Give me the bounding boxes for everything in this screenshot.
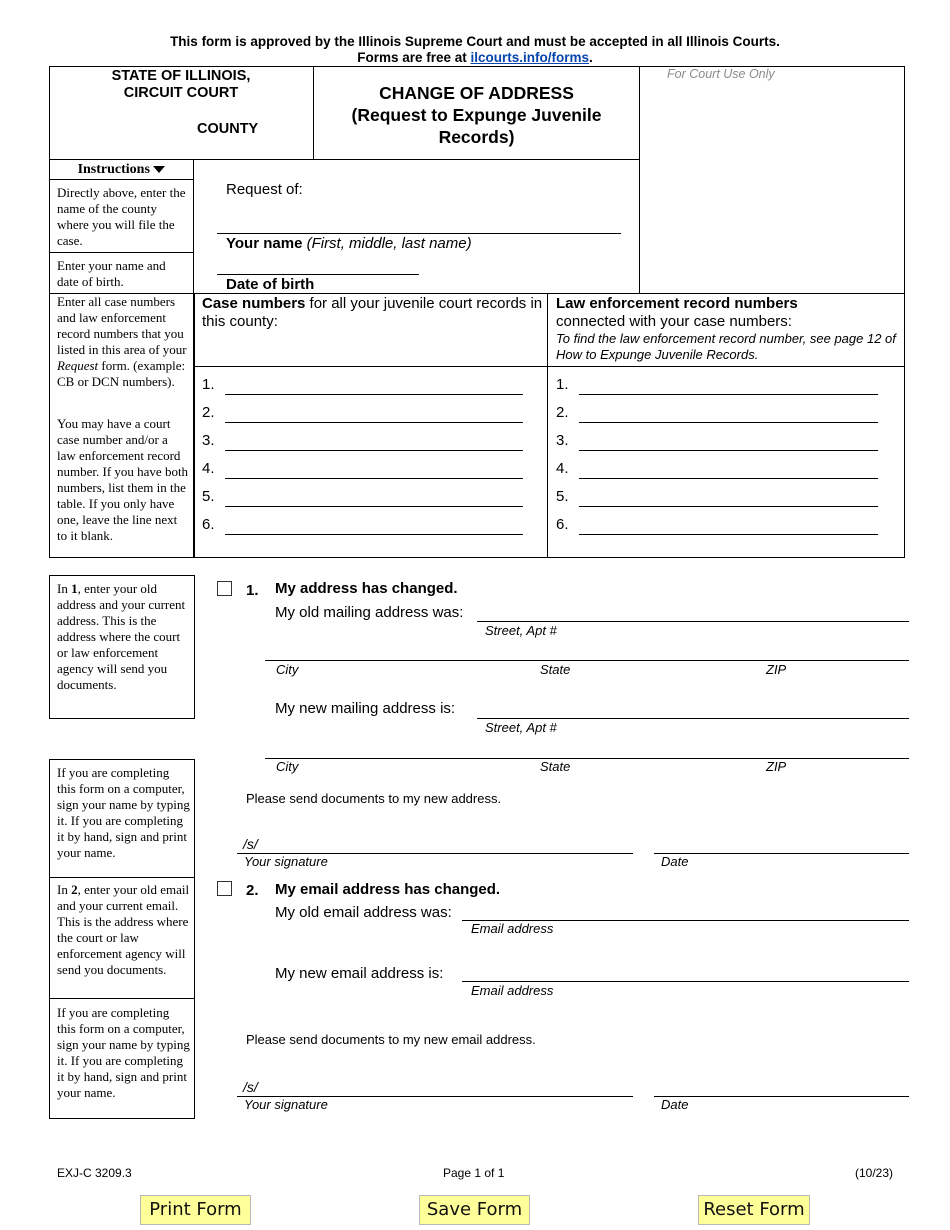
old-email-sublabel: Email address <box>471 921 554 936</box>
new-street-label: Street, Apt # <box>485 720 557 735</box>
case-number-row-label: 6. <box>202 516 215 533</box>
case-table-divider <box>547 293 548 558</box>
caption-divider <box>313 66 314 160</box>
form-id: EXJ-C 3209.3 <box>57 1166 132 1180</box>
instruction-case-numbers <box>57 294 189 390</box>
county-label: COUNTY <box>197 121 259 137</box>
old-city-line[interactable] <box>265 660 909 661</box>
instruction-lower-rule-1 <box>49 877 195 878</box>
record-number-row-label: 3. <box>556 432 569 449</box>
old-street-label: Street, Apt # <box>485 623 557 638</box>
old-email-label: My old email address was: <box>275 904 452 921</box>
approval-note: This form is approved by the Illinois Supreme Court and must be accepted in all Illinois Courts. <box>170 34 780 49</box>
case-number-line[interactable] <box>225 422 523 423</box>
section-1-heading: My address has changed. <box>275 580 458 597</box>
new-city-label: City <box>276 759 299 774</box>
new-email-line[interactable] <box>462 981 909 982</box>
instruction-name-dob: Enter your name and date of birth. <box>57 258 166 289</box>
state-label: STATE OF ILLINOIS, <box>111 68 251 84</box>
case-number-line[interactable] <box>225 478 523 479</box>
law-enforcement-bold: Law enforcement record numbers <box>556 295 798 312</box>
title-line-3: Records) <box>438 127 515 147</box>
item2-b: , enter your old email and your current email. This is the address where the court or law enforcement agency will send you documents. <box>57 882 190 977</box>
title-line-2: (Request to Expunge Juvenile <box>351 105 602 125</box>
address-changed-checkbox[interactable] <box>217 581 232 596</box>
revision-date: (10/23) <box>855 1166 894 1180</box>
your-name-hint: (First, middle, last name) <box>302 235 472 252</box>
date-label-1: Date <box>661 854 689 869</box>
form-title <box>315 82 638 148</box>
instruction-item-2 <box>57 882 191 978</box>
triangle-down-icon <box>153 166 165 173</box>
case-number-line[interactable] <box>225 534 523 535</box>
title-line-1: CHANGE OF ADDRESS <box>379 83 574 103</box>
dob-label: Date of birth <box>226 276 315 293</box>
case-numbers-rest: for all your juvenile court records in this county: <box>202 295 543 330</box>
instructions-rule-1 <box>49 252 194 253</box>
case-number-line[interactable] <box>225 394 523 395</box>
case-number-row-label: 4. <box>202 460 215 477</box>
section-2-number: 2. <box>246 882 259 899</box>
instruction-lower-rule-2 <box>49 998 195 999</box>
forms-free-note <box>0 50 950 65</box>
forms-free-suffix: . <box>589 50 593 65</box>
instruction-case-numbers-2: You may have a court case number and/or a law enforcement record number. If you have both numbers, list them in the table. If you only have one, leave the line next to it blank. <box>57 416 189 543</box>
page-number: Page 1 of 1 <box>443 1166 505 1180</box>
print-form-button[interactable]: Print Form <box>140 1195 251 1225</box>
date-line-1[interactable] <box>654 853 909 854</box>
new-state-label: State <box>540 759 571 774</box>
item1-num: 1 <box>71 581 78 596</box>
case-number-line[interactable] <box>225 450 523 451</box>
case-number-row-label: 5. <box>202 488 215 505</box>
record-number-line[interactable] <box>579 506 878 507</box>
date-line-2[interactable] <box>654 1096 909 1097</box>
email-changed-checkbox[interactable] <box>217 881 232 896</box>
instruction-county: Directly above, enter the name of the county where you will file the case. <box>57 185 186 248</box>
instruction-sign-1: If you are completing this form on a computer, sign your name by typing it. If you are completing it by hand, sign and print your name. <box>57 765 190 860</box>
court-use-divider <box>639 66 640 294</box>
case-number-row-label: 2. <box>202 404 215 421</box>
new-zip-label: ZIP <box>766 759 787 774</box>
new-email-sublabel: Email address <box>471 983 554 998</box>
record-number-row-label: 1. <box>556 376 569 393</box>
reset-form-button[interactable]: Reset Form <box>698 1195 810 1225</box>
instruction-case-b: form. (example: CB or DCN numbers). <box>57 358 186 389</box>
name-line[interactable] <box>217 233 621 234</box>
save-form-button[interactable]: Save Form <box>419 1195 530 1225</box>
instructions-heading-text: Instructions <box>77 162 150 177</box>
record-number-row-label: 4. <box>556 460 569 477</box>
old-street-line[interactable] <box>477 621 909 622</box>
record-number-row-label: 6. <box>556 516 569 533</box>
section-2-heading: My email address has changed. <box>275 881 501 898</box>
law-enforcement-note: To find the law enforcement record number, see page 12 of How to Expunge Juvenile Records. <box>556 331 896 362</box>
new-street-line[interactable] <box>477 718 909 719</box>
forms-free-prefix: Forms are free at <box>357 50 471 65</box>
your-name-label <box>226 235 472 252</box>
item1-a: In <box>57 581 72 596</box>
law-enforcement-rest: connected with your case numbers: <box>556 313 792 330</box>
case-table-head-rule <box>194 366 905 367</box>
instructions-heading-rule <box>49 179 194 180</box>
court-heading <box>50 68 312 102</box>
record-number-row-label: 2. <box>556 404 569 421</box>
instruction-item-1 <box>57 581 191 693</box>
signature-label-2: Your signature <box>244 1097 328 1112</box>
item2-a: In <box>57 882 72 897</box>
record-number-line[interactable] <box>579 450 878 451</box>
new-mailing-label: My new mailing address is: <box>275 700 456 717</box>
new-city-line[interactable] <box>265 758 909 759</box>
case-number-row-label: 3. <box>202 432 215 449</box>
case-numbers-heading <box>202 295 544 331</box>
send-address-note: Please send documents to my new address. <box>246 791 502 806</box>
section-1-number: 1. <box>246 582 259 599</box>
record-number-line[interactable] <box>579 534 878 535</box>
new-email-label: My new email address is: <box>275 965 444 982</box>
date-label-2: Date <box>661 1097 689 1112</box>
record-number-line[interactable] <box>579 422 878 423</box>
signature-prefix-2: /s/ <box>243 1079 258 1095</box>
item2-num: 2 <box>71 882 78 897</box>
court-use-label: For Court Use Only <box>667 67 775 81</box>
old-state-label: State <box>540 662 571 677</box>
instruction-sign-2: If you are completing this form on a computer, sign your name by typing it. If you are completing it by hand, sign and print your name. <box>57 1005 190 1100</box>
case-number-row-label: 1. <box>202 376 215 393</box>
old-mailing-label: My old mailing address was: <box>275 604 464 621</box>
send-email-note: Please send documents to my new email address. <box>246 1032 536 1047</box>
court-label: CIRCUIT COURT <box>123 85 239 101</box>
instruction-case-em: Request <box>57 358 99 373</box>
record-number-line[interactable] <box>579 478 878 479</box>
law-enforcement-heading <box>556 295 896 363</box>
instruction-case-a: Enter all case numbers and law enforcement record numbers that you listed in this area of your <box>57 294 187 357</box>
forms-link[interactable]: ilcourts.info/forms <box>470 50 590 65</box>
item1-b: , enter your old address and your current address. This is the address where the court or law enforcement agency will send you documents. <box>57 581 186 692</box>
case-numbers-bold: Case numbers <box>202 295 306 312</box>
old-city-label: City <box>276 662 299 677</box>
dob-line[interactable] <box>217 274 419 275</box>
instructions-heading <box>50 162 193 178</box>
record-number-row-label: 5. <box>556 488 569 505</box>
signature-prefix-1: /s/ <box>243 836 258 852</box>
old-zip-label: ZIP <box>766 662 787 677</box>
request-of-label: Request of: <box>226 181 303 198</box>
record-number-line[interactable] <box>579 394 878 395</box>
case-number-line[interactable] <box>225 506 523 507</box>
signature-label-1: Your signature <box>244 854 328 869</box>
your-name-bold: Your name <box>226 235 303 252</box>
